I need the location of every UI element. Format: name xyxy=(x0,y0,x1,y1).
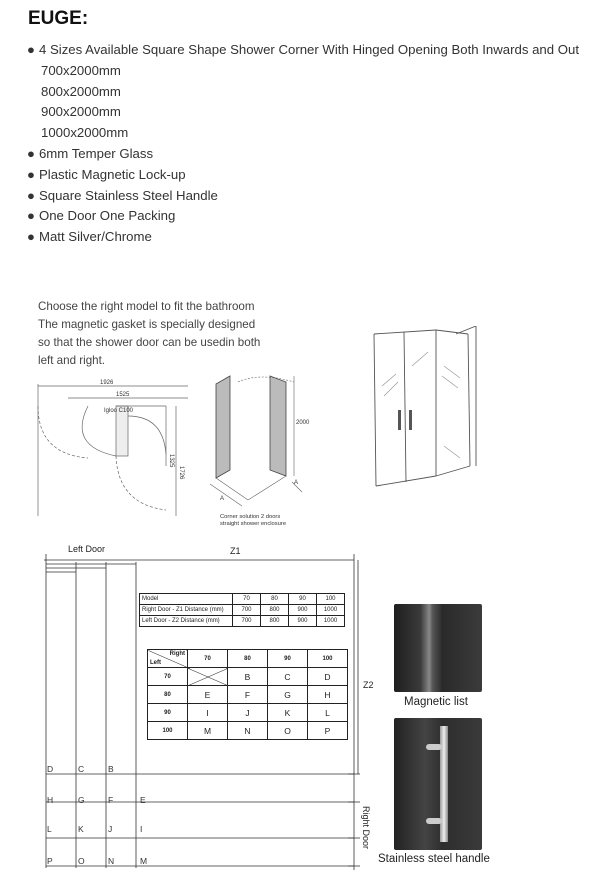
enclosure-drawing xyxy=(364,326,506,492)
table-cell: C xyxy=(268,668,308,686)
crossed-cell xyxy=(188,668,228,686)
handle-bar xyxy=(440,726,448,842)
table-cell: 100 xyxy=(317,594,345,605)
table-cell: 80 xyxy=(261,594,289,605)
magnetic-list-caption: Magnetic list xyxy=(404,696,468,708)
feature-item xyxy=(27,144,583,165)
table-row xyxy=(140,616,345,627)
combination-table xyxy=(147,649,348,740)
feature-item xyxy=(27,40,583,61)
table-cell: P xyxy=(308,722,348,740)
table-cell: Model xyxy=(140,594,233,605)
table-cell: I xyxy=(188,704,228,722)
bullet-icon: ● xyxy=(27,166,35,182)
feature-item xyxy=(27,227,583,248)
table-row xyxy=(148,668,348,686)
table-row xyxy=(148,650,348,668)
intro-text xyxy=(38,298,288,370)
grid-label: E xyxy=(140,795,146,805)
table-row xyxy=(148,722,348,740)
table-row xyxy=(140,594,345,605)
table-cell: E xyxy=(188,686,228,704)
left-door-label: Left Door xyxy=(68,544,106,554)
feature-text: 4 Sizes Available Square Shape Shower Corner With Hinged Opening Both Inwards and Out xyxy=(38,42,579,57)
size-item: 700x2000mm xyxy=(41,62,121,78)
table-cell: H xyxy=(308,686,348,704)
bullet-icon: ● xyxy=(27,229,35,245)
grid-label: C xyxy=(78,764,85,774)
size-item: 900x2000mm xyxy=(41,104,121,120)
feature-text: 6mm Temper Glass xyxy=(38,145,154,161)
z1-label: Z1 xyxy=(230,546,241,556)
bullet-icon: ● xyxy=(27,208,35,224)
table-cell: 70 xyxy=(233,594,261,605)
column-header: 100 xyxy=(308,650,348,668)
corner-cell xyxy=(148,650,188,668)
grid-label: L xyxy=(47,824,52,834)
plan-dim-1726: 1726 xyxy=(178,466,184,480)
grid-label: F xyxy=(108,795,114,805)
feature-item xyxy=(27,186,583,207)
table-cell: L xyxy=(308,704,348,722)
column-header: 90 xyxy=(268,650,308,668)
row-header: 70 xyxy=(148,668,188,686)
column-header: 80 xyxy=(228,650,268,668)
row-header: 80 xyxy=(148,686,188,704)
feature-text: Square Stainless Steel Handle xyxy=(38,187,218,203)
grid-label: B xyxy=(108,764,114,774)
feature-text: One Door One Packing xyxy=(38,208,176,224)
grid-label: N xyxy=(108,856,115,866)
plan-dim-1926: 1926 xyxy=(100,380,114,386)
corner-left-label: Left xyxy=(150,660,161,666)
feature-item xyxy=(27,165,583,186)
table-cell: 800 xyxy=(261,616,289,627)
column-header: 70 xyxy=(188,650,228,668)
table-cell: Right Door - Z1 Distance (mm) xyxy=(140,605,233,616)
handle-knob xyxy=(426,818,442,824)
stainless-handle-caption: Stainless steel handle xyxy=(378,853,490,865)
row-header: 90 xyxy=(148,704,188,722)
plan-igloo-label: Igloo C100 xyxy=(104,408,134,414)
table-cell: G xyxy=(268,686,308,704)
plan-dim-1325: 1325 xyxy=(168,454,174,468)
table-cell: Left Door - Z2 Distance (mm) xyxy=(140,616,233,627)
table-cell: 800 xyxy=(261,605,289,616)
grid-label: G xyxy=(78,795,85,805)
size-item: 1000x2000mm xyxy=(41,125,129,141)
table-cell: 900 xyxy=(289,605,317,616)
right-door-label: Right Door xyxy=(361,806,371,850)
bullet-icon: ● xyxy=(27,42,35,57)
grid-label: D xyxy=(47,764,54,774)
grid-label: K xyxy=(78,824,84,834)
bullet-icon: ● xyxy=(27,145,35,161)
table-row xyxy=(148,704,348,722)
z2-label: Z2 xyxy=(363,680,374,690)
table-cell: 900 xyxy=(289,616,317,627)
table-cell: 1000 xyxy=(317,616,345,627)
intro-line: so that the shower door can be usedin both xyxy=(38,336,261,349)
feature-text: Plastic Magnetic Lock-up xyxy=(38,166,186,182)
table-cell: 90 xyxy=(289,594,317,605)
table-cell: 1000 xyxy=(317,605,345,616)
magnetic-list-photo xyxy=(394,604,482,692)
grid-label: I xyxy=(140,824,143,834)
intro-line: left and right. xyxy=(38,354,106,367)
iso-dim-a-right: A xyxy=(294,480,299,486)
handle-knob xyxy=(426,744,442,750)
stainless-handle-photo xyxy=(394,718,482,850)
feature-text: Matt Silver/Chrome xyxy=(38,229,152,245)
intro-line: Choose the right model to fit the bathroom xyxy=(38,300,255,313)
feature-list xyxy=(27,40,583,248)
iso-drawing xyxy=(198,368,322,532)
plan-drawing xyxy=(28,376,200,524)
iso-caption: straight shower enclosure xyxy=(220,521,287,527)
table-cell: O xyxy=(268,722,308,740)
grid-label: O xyxy=(78,856,85,866)
iso-caption: Corner solution 2 doors xyxy=(220,514,281,520)
size-item: 800x2000mm xyxy=(41,83,121,99)
row-header: 100 xyxy=(148,722,188,740)
iso-height-label: 2000 xyxy=(296,420,310,426)
grid-label: M xyxy=(140,856,148,866)
table-cell: F xyxy=(228,686,268,704)
grid-label: J xyxy=(108,824,113,834)
grid-label: P xyxy=(47,856,53,866)
table-cell: K xyxy=(268,704,308,722)
table-row xyxy=(140,605,345,616)
page-title: EUGE: xyxy=(28,8,89,29)
table-cell: M xyxy=(188,722,228,740)
feature-item xyxy=(27,206,583,227)
plan-dim-1525: 1525 xyxy=(116,392,130,398)
table-cell: B xyxy=(228,668,268,686)
bullet-icon: ● xyxy=(27,187,35,203)
iso-dim-a-left: A xyxy=(220,496,225,502)
table-cell: J xyxy=(228,704,268,722)
table-cell: 700 xyxy=(233,616,261,627)
grid-label: H xyxy=(47,795,54,805)
corner-right-label: Right xyxy=(169,651,185,657)
spec-table xyxy=(139,593,345,627)
table-cell: D xyxy=(308,668,348,686)
intro-line: The magnetic gasket is specially designed xyxy=(38,318,256,331)
table-cell: 700 xyxy=(233,605,261,616)
table-cell: N xyxy=(228,722,268,740)
table-row xyxy=(148,686,348,704)
